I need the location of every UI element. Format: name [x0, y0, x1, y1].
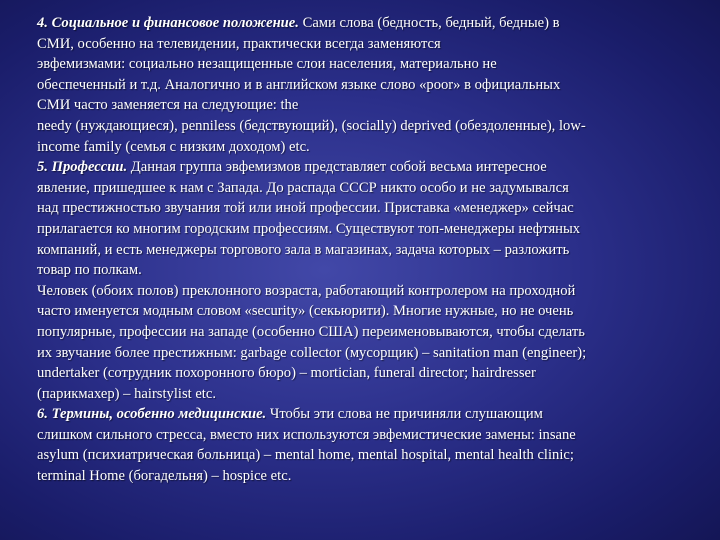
line-text: товар по полкам.: [37, 262, 142, 279]
text-line: [37, 343, 687, 364]
text-line: [37, 301, 687, 322]
slide-text-body: [37, 13, 687, 487]
line-text: компаний, и есть менеджеры торгового зала в магазинах, задача которых – разложить: [37, 241, 570, 258]
line-text: needy (нуждающиеся), penniless (бедствующий), (socially) deprived (обездоленные), low-: [37, 117, 586, 134]
text-line: [37, 13, 687, 34]
line-text: часто именуется модным словом «security» (секьюрити). Многие нужные, но не очень: [37, 303, 574, 320]
text-line: [37, 404, 687, 425]
line-text: Чтобы эти слова не причиняли слушающим: [266, 406, 543, 423]
line-text: слишком сильного стресса, вместо них используются эвфемистические замены: insane: [37, 426, 576, 443]
section-heading: 6. Термины, особенно медицинские.: [37, 406, 267, 423]
text-line: [37, 260, 687, 281]
line-text: над престижностью звучания той или иной профессии. Приставка «менеджер» сейчас: [37, 200, 574, 217]
line-text: популярные, профессии на западе (особенно США) переименовываются, чтобы сделать: [37, 323, 585, 340]
line-text: Человек (обоих полов) преклонного возраста, работающий контролером на проходной: [37, 282, 576, 299]
text-line: [37, 54, 687, 75]
line-text: обеспеченный и т.д. Аналогично и в английском языке слово «poor» в официальных: [37, 76, 561, 93]
text-line: [37, 75, 687, 96]
text-line: [37, 425, 687, 446]
line-text: income family (семья с низким доходом) etc.: [37, 138, 310, 155]
text-line: [37, 178, 687, 199]
text-line: [37, 157, 687, 178]
text-line: [37, 198, 687, 219]
line-text: terminal Home (богадельня) – hospice etc.: [37, 468, 292, 485]
line-text: явление, пришедшее к нам с Запада. До распада СССР никто особо и не задумывался: [37, 179, 569, 196]
text-line: [37, 240, 687, 261]
text-line: [37, 466, 687, 487]
line-text: Сами слова (бедность, бедный, бедные) в: [298, 15, 560, 31]
text-line: [37, 95, 687, 116]
text-line: [37, 322, 687, 343]
text-line: [37, 363, 687, 384]
section-heading: 4. Социальное и финансовое положение.: [37, 15, 299, 31]
line-text: asylum (психиатрическая больница) – mental home, mental hospital, mental health clinic;: [37, 447, 574, 464]
line-text: прилагается ко многим городским профессиям. Существуют топ-менеджеры нефтяных: [37, 220, 581, 237]
text-line: [37, 384, 687, 405]
text-line: [37, 281, 687, 302]
text-line: [37, 116, 687, 137]
line-text: Данная группа эвфемизмов представляет собой весьма интересное: [127, 159, 547, 176]
section-heading: 5. Профессии.: [37, 159, 128, 176]
line-text: эвфемизмами: социально незащищенные слои населения, материально не: [37, 56, 497, 73]
line-text: СМИ, особенно на телевидении, практически всегда заменяются: [37, 35, 441, 52]
text-line: [37, 137, 687, 158]
line-text: СМИ часто заменяется на следующие: the: [37, 97, 299, 114]
text-line: [37, 34, 687, 55]
line-text: (парикмахер) – hairstylist etc.: [37, 385, 216, 402]
text-line: [37, 445, 687, 466]
line-text: undertaker (сотрудник похоронного бюро) – mortician, funeral director; hairdresser: [37, 365, 536, 382]
text-line: [37, 219, 687, 240]
line-text: их звучание более престижным: garbage collector (мусорщик) – sanitation man (engineer);: [37, 344, 587, 361]
